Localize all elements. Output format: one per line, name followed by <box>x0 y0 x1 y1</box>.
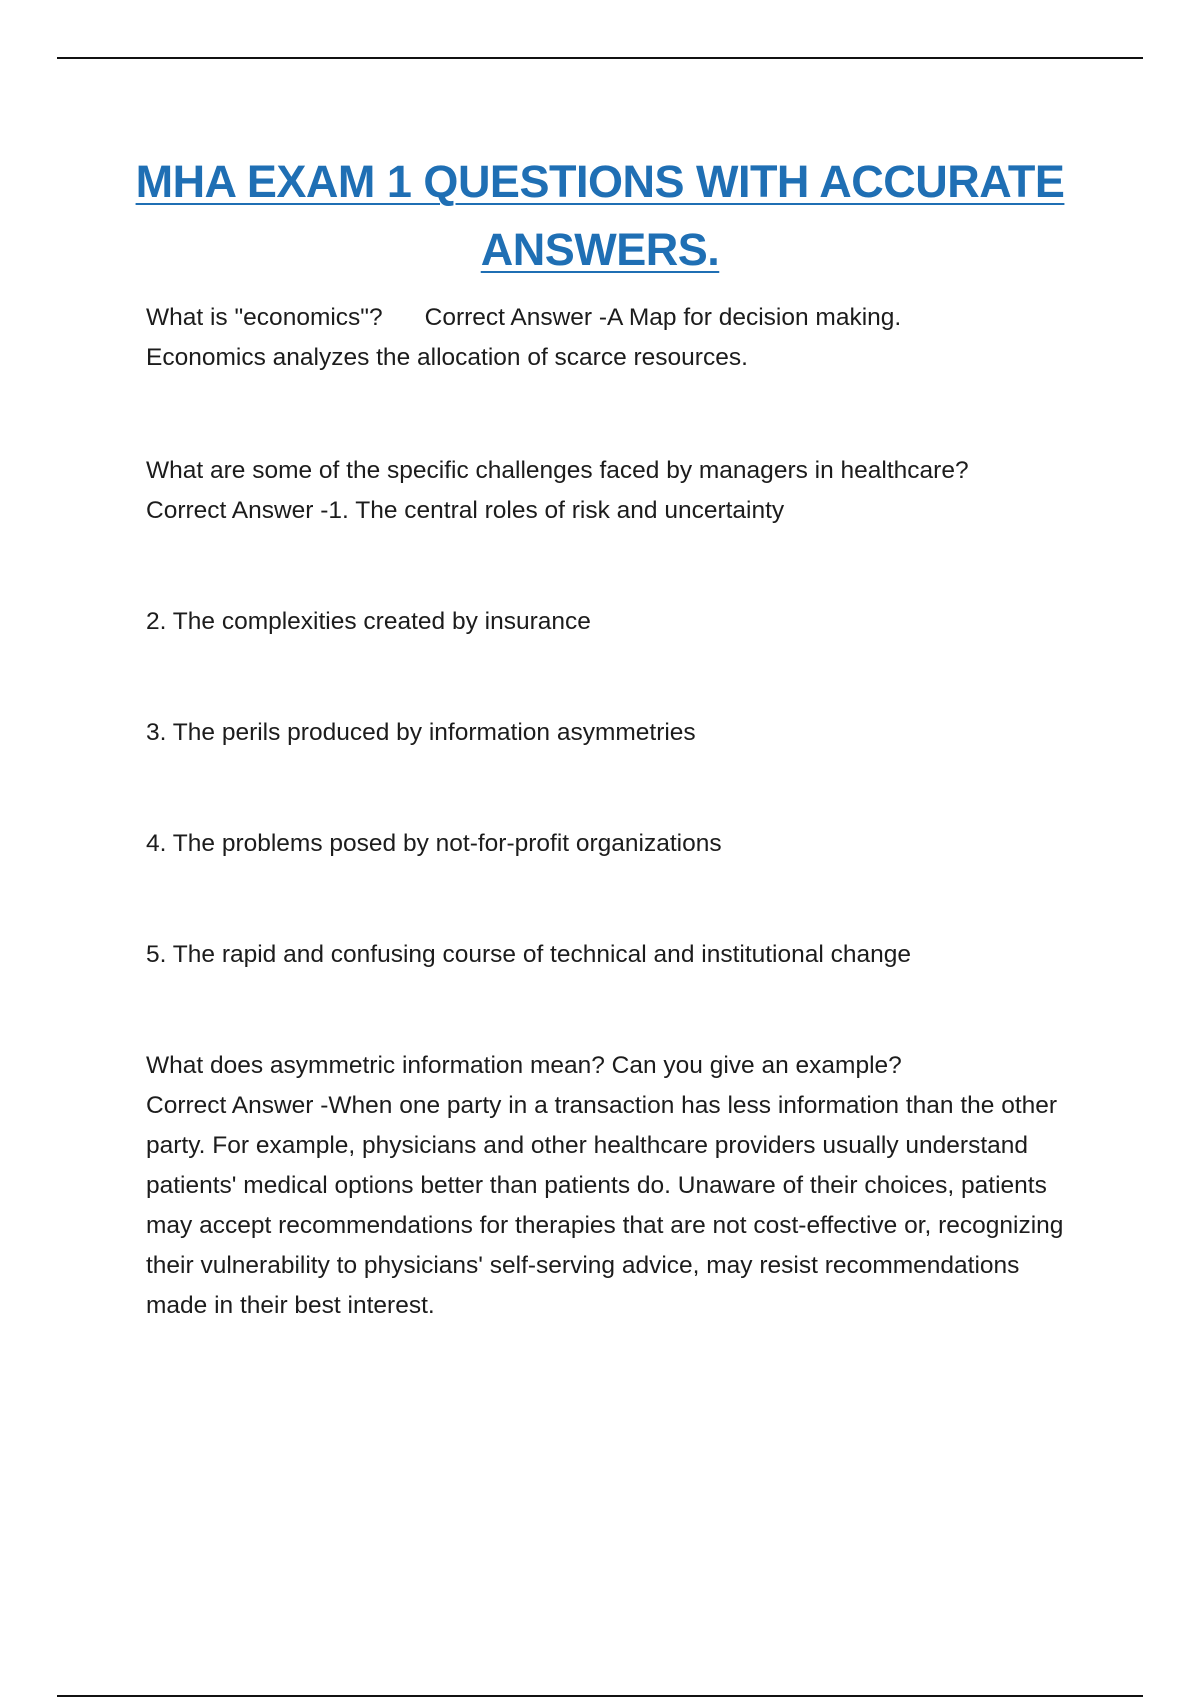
answer-2-item-5: 5. The rapid and confusing course of technical and institutional change <box>146 941 912 968</box>
answer-1-line-2: Economics analyzes the allocation of scarce resources. <box>146 344 748 371</box>
answer-2-item-2: 2. The complexities created by insurance <box>146 608 591 635</box>
answer-2-item-4: 4. The problems posed by not-for-profit organizations <box>146 830 722 857</box>
question-2-text: What are some of the specific challenges faced by managers in healthcare? <box>146 457 969 484</box>
document-body <box>146 298 1086 1326</box>
answer-2-item-1: Correct Answer -1. The central roles of risk and uncertainty <box>146 497 785 524</box>
top-rule <box>57 57 1143 59</box>
answer-2-item-3: 3. The perils produced by information asymmetries <box>146 719 696 746</box>
question-1 <box>146 298 1086 338</box>
bottom-rule <box>57 1695 1143 1697</box>
answer-1-line-1: Correct Answer -A Map for decision making. <box>424 304 902 331</box>
answer-3-text: Correct Answer -When one party in a transaction has less information than the other party. For example, physicians and other healthcare providers usually understand patients' medical options better than patients do. Unaware of their choices, patients may accept recommendations for therapies that are not cost-effective or, recognizing their vulnerability to physicians' self-serving advice, may resist recommendations made in their best interest. <box>146 1092 1064 1319</box>
document-title: MHA EXAM 1 QUESTIONS WITH ACCURATE ANSWERS. <box>135 156 1065 275</box>
question-1-text: What is "economics"? <box>146 304 383 331</box>
question-3-text: What does asymmetric information mean? Can you give an example? <box>146 1052 902 1079</box>
